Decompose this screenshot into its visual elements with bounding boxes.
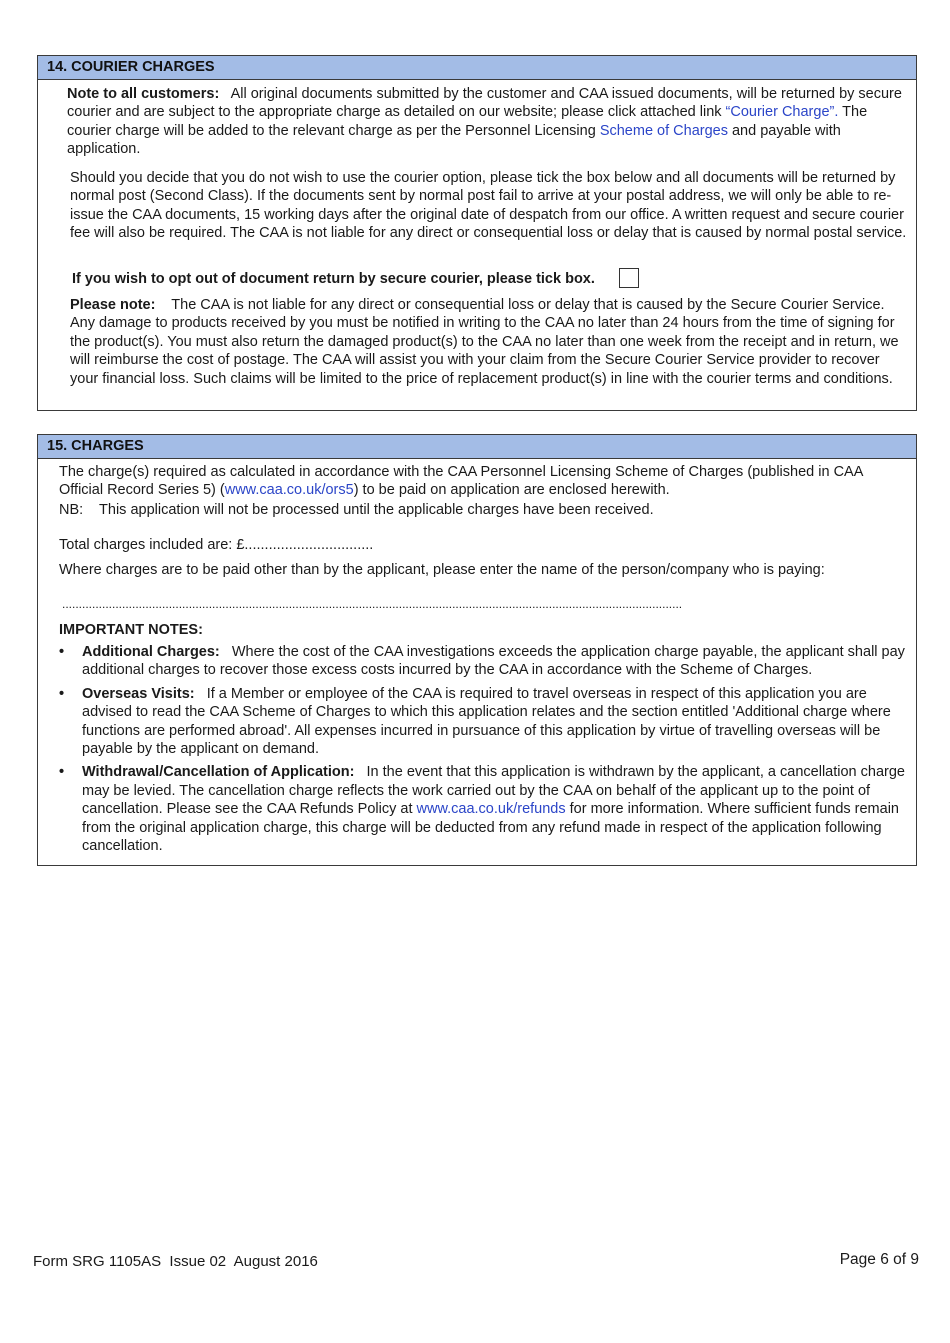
payer-field[interactable]: .......................................................................................................................................................................................... [62, 597, 683, 611]
section-14-title: 14. COURIER CHARGES [38, 56, 916, 80]
total-charges-label: Total charges included are: £ [59, 537, 245, 553]
note-to-customers [67, 85, 909, 159]
refunds-link[interactable]: www.caa.co.uk/refunds [416, 801, 566, 818]
opt-out-checkbox[interactable] [619, 268, 639, 288]
opt-out-row [72, 268, 912, 288]
please-note-paragraph [70, 296, 910, 388]
total-charges-line [59, 536, 909, 554]
section-courier-charges [37, 55, 917, 411]
withdrawal-text-1: In the event that this application is withdrawn by the applicant, a cancellation charge may be levied. The cancellation charge reflects the work carried out by the CAA on behalf of the applicant up to the point of cancellation. Please see the CAA Refunds Policy at [82, 764, 905, 818]
ors5-link[interactable]: www.caa.co.uk/ors5 [224, 482, 354, 499]
withdrawal-text-2: for more information. Where sufficient funds remain from the original application charge, this charge will be deducted from any refund made in respect of the application following cancellation. [82, 801, 899, 855]
nb-text: This application will not be processed until the applicable charges have been received. [99, 502, 654, 518]
list-item [59, 685, 911, 759]
note-text-1: All original documents submitted by the customer and CAA issued documents, will be returned by secure courier and are subject to the appropriate charge as detailed on our website; please click attached link [67, 86, 902, 121]
bullet-icon: • [59, 764, 65, 781]
withdrawal-label: Withdrawal/Cancellation of Application: [82, 764, 355, 781]
note-text: Where the cost of the CAA investigations exceeds the application charge payable, the applicant shall pay additional charges to recover those excess costs incurred by the CAA in accordance with the Scheme of Charges. [82, 644, 905, 679]
form-identifier: Form SRG 1105AS Issue 02 August 2016 [33, 1253, 318, 1270]
scheme-of-charges-link[interactable]: Scheme of Charges [599, 122, 728, 139]
bullet-icon: • [59, 644, 65, 660]
list-item [59, 643, 911, 680]
please-note-text: The CAA is not liable for any direct or consequential loss or delay that is caused by the Secure Courier Service. Any damage to products received by you must be notified in writing to the CAA no later than 24 hours from the time of signing for the product(s). You must also return the damaged product(s) to the CAA no later than one week from the receipt and in return, we will reimburse the cost of postage. The CAA will assist you with your claim from the Secure Courier Service provider to recover your financial loss. Such claims will be limited to the price of replacement product(s) in line with the courier terms and conditions. [70, 297, 899, 387]
courier-charge-link[interactable]: “Courier Charge”. [725, 104, 839, 121]
nb-label: NB: [59, 502, 84, 518]
page-number: Page 6 of 9 [839, 1251, 919, 1268]
note-text-2: The courier charge will be added to the relevant charge as per the Personnel Licensing [67, 104, 868, 139]
opt-out-label: If you wish to opt out of document return by secure courier, please tick box. [72, 271, 595, 287]
payer-label: Where charges are to be paid other than by the applicant, please enter the name of the person/company who is paying: [59, 562, 825, 578]
note-label: Additional Charges: [82, 644, 220, 660]
nb-line [59, 501, 909, 519]
bullet-icon: • [59, 685, 65, 702]
charges-intro [59, 463, 909, 500]
charges-intro-2: ) to be paid on application are enclosed herewith. [353, 482, 670, 499]
note-label: Overseas Visits: [82, 685, 195, 702]
list-item [59, 763, 911, 855]
opt-out-paragraph: Should you decide that you do not wish to use the courier option, please tick the box below and all documents will be returned by normal post (Second Class). If the documents sent by normal post fail to arrive at your postal address, we will only be able to re-issue the CAA documents, 15 working days after the original date of despatch from our office. A written request and secure courier fee will also be required. The CAA is not liable for any direct or consequential loss or delay that is caused by normal postal service. [70, 170, 907, 242]
important-notes-heading: IMPORTANT NOTES: [59, 622, 203, 638]
note-to-customers-label: Note to all customers: [67, 86, 220, 102]
section-charges [37, 434, 917, 866]
note-text-3: and payable with application. [67, 122, 841, 158]
please-note-label: Please note: [70, 297, 156, 313]
charges-intro-1: The charge(s) required as calculated in accordance with the CAA Personnel Licensing Scheme of Charges (published in CAA Official Record Series 5) ( [59, 464, 863, 499]
note-text: If a Member or employee of the CAA is required to travel overseas in respect of this application you are advised to read the CAA Scheme of Charges to which this application relates and the section entitled 'Additional charge where functions are performed abroad'. All expenses incurred in pursuance of this application by virtue of travelling overseas will be payable by the applicant on demand. [82, 685, 891, 758]
important-notes-list [59, 643, 911, 860]
section-15-title: 15. CHARGES [38, 435, 916, 459]
total-charges-field[interactable]: ................................ [244, 537, 374, 553]
